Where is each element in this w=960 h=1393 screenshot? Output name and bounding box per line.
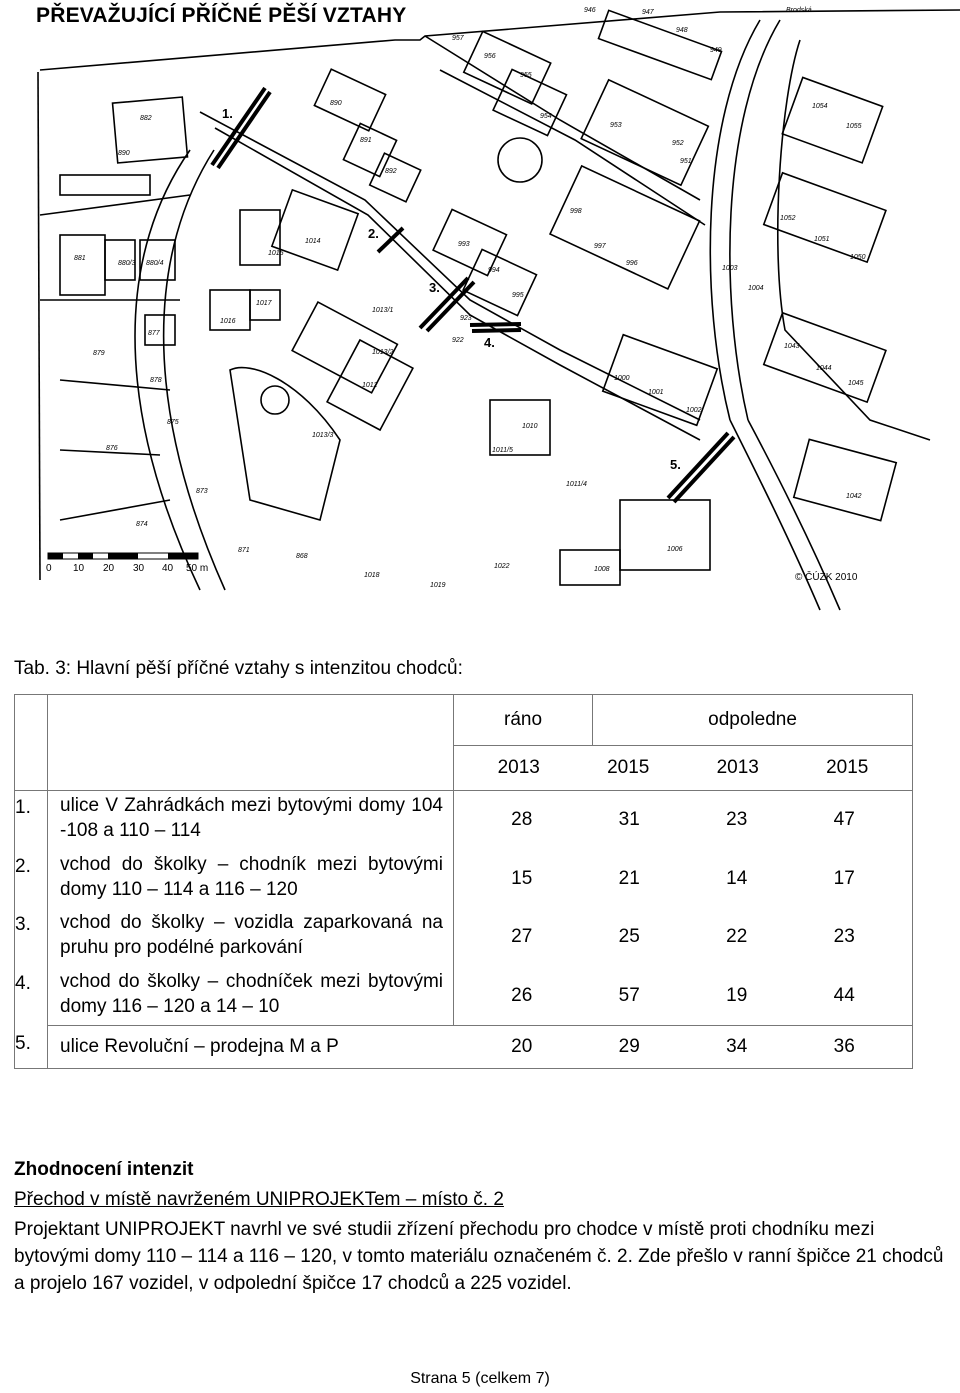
svg-text:922: 922 — [452, 337, 464, 344]
svg-text:957: 957 — [452, 35, 464, 42]
value-cell: 31 — [618, 809, 640, 831]
svg-text:1001: 1001 — [648, 389, 664, 396]
section-heading: Zhodnocení intenzit — [14, 1159, 194, 1180]
page-footer: Strana 5 (celkem 7) — [410, 1370, 550, 1387]
row-number: 3. — [15, 914, 31, 935]
intensity-table — [14, 694, 913, 1069]
value-cell: 47 — [833, 809, 855, 831]
table-row-label: ulice Revoluční – prodejna M a P — [60, 1036, 339, 1057]
svg-text:874: 874 — [136, 521, 148, 528]
svg-text:995: 995 — [512, 292, 524, 299]
svg-text:996: 996 — [626, 260, 638, 267]
svg-text:1002: 1002 — [686, 407, 702, 414]
year-header: 2015 — [607, 757, 650, 778]
table-row-label: ulice V Zahrádkách mezi bytovými domy 104 -108 a 110 – 114 — [60, 795, 443, 841]
table-row-values — [454, 791, 912, 850]
svg-text:890: 890 — [118, 150, 130, 157]
svg-text:1010: 1010 — [522, 423, 538, 430]
value-cell: 21 — [618, 867, 640, 889]
svg-text:1017: 1017 — [256, 300, 272, 307]
svg-text:1015: 1015 — [268, 250, 284, 257]
period-afternoon: odpoledne — [593, 695, 913, 746]
value-cell: 23 — [726, 809, 748, 831]
svg-text:875: 875 — [167, 419, 179, 426]
svg-text:956: 956 — [484, 53, 496, 60]
svg-text:1055: 1055 — [846, 123, 862, 130]
crossing-label-4: 4. — [484, 335, 495, 350]
svg-text:1012: 1012 — [362, 382, 378, 389]
svg-text:1000: 1000 — [614, 375, 630, 382]
value-cell: 15 — [511, 867, 533, 889]
crossing-label-3: 3. — [429, 280, 440, 295]
svg-text:20: 20 — [103, 563, 115, 574]
svg-text:1008: 1008 — [594, 566, 610, 573]
table-row-values — [454, 908, 912, 967]
table-row-values — [454, 850, 912, 909]
value-cell: 44 — [833, 984, 855, 1006]
map-copyright: © ČÚZK 2010 — [795, 572, 858, 583]
svg-text:1004: 1004 — [748, 285, 764, 292]
scale-bar — [46, 553, 208, 574]
value-cell: 23 — [833, 926, 855, 948]
value-cell: 20 — [511, 1036, 533, 1057]
period-morning: ráno — [454, 695, 593, 746]
year-header: 2015 — [826, 757, 869, 778]
svg-text:954: 954 — [540, 113, 552, 120]
value-cell: 22 — [726, 926, 748, 948]
svg-text:879: 879 — [93, 350, 105, 357]
svg-text:891: 891 — [360, 137, 372, 144]
svg-text:997: 997 — [594, 243, 606, 250]
svg-text:1003: 1003 — [722, 265, 738, 272]
svg-text:1013/1: 1013/1 — [372, 307, 394, 314]
svg-text:0: 0 — [46, 563, 52, 574]
svg-text:50 m: 50 m — [186, 563, 209, 574]
svg-text:10: 10 — [73, 563, 85, 574]
svg-text:955: 955 — [520, 72, 532, 79]
table-row-label: vchod do školky – chodníček mezi bytovými domy 116 – 120 a 14 – 10 — [60, 970, 443, 1017]
body-paragraph: Projektant UNIPROJEKT navrhl ve své studii zřízení přechodu pro chodce v místě proti chodníku mezi bytovými domy 110 – 114 a 116 – 120, v tomto materiálu označeném č. 2. Zde přešlo v ranní špičce 21 chodců a projelo 167 vozidel, v odpolední špičce 17 chodců a 225 vozidel. — [14, 1219, 944, 1294]
svg-text:1019: 1019 — [430, 582, 446, 589]
svg-text:880/4: 880/4 — [146, 260, 164, 267]
value-cell: 17 — [833, 867, 855, 889]
crossing-label-1: 1. — [222, 106, 233, 121]
svg-text:871: 871 — [238, 547, 250, 554]
value-cell: 29 — [618, 1036, 640, 1057]
row-number: 2. — [15, 855, 31, 877]
svg-text:947: 947 — [642, 9, 654, 16]
subheading: Přechod v místě navrženém UNIPROJEKTem – místo č. 2 — [14, 1189, 504, 1210]
crossing-label-2: 2. — [368, 226, 379, 241]
value-cell: 14 — [726, 867, 748, 889]
svg-text:994: 994 — [488, 267, 500, 274]
svg-text:1043: 1043 — [784, 343, 800, 350]
svg-text:1042: 1042 — [846, 493, 862, 500]
svg-text:868: 868 — [296, 553, 308, 560]
svg-text:923: 923 — [460, 315, 472, 322]
svg-text:880/3: 880/3 — [118, 260, 136, 267]
svg-text:998: 998 — [570, 208, 582, 215]
svg-text:1052: 1052 — [780, 215, 796, 222]
svg-text:1013/3: 1013/3 — [312, 432, 334, 439]
svg-text:881: 881 — [74, 255, 86, 262]
value-cell: 34 — [726, 1036, 748, 1057]
table-row-values — [454, 967, 912, 1026]
svg-text:1013/2: 1013/2 — [372, 349, 394, 356]
svg-text:1054: 1054 — [812, 103, 828, 110]
svg-text:1011/4: 1011/4 — [566, 481, 587, 488]
svg-text:1018: 1018 — [364, 572, 380, 579]
svg-text:873: 873 — [196, 488, 208, 495]
svg-text:1051: 1051 — [814, 236, 830, 243]
map-title: PŘEVAŽUJÍCÍ PŘÍČNÉ PĚŠÍ VZTAHY — [36, 4, 407, 27]
row-number: 5. — [15, 1033, 31, 1054]
svg-text:946: 946 — [584, 7, 596, 14]
svg-text:877: 877 — [148, 330, 160, 337]
value-cell: 27 — [511, 926, 533, 948]
svg-text:30: 30 — [133, 563, 145, 574]
svg-text:1016: 1016 — [220, 318, 236, 325]
year-header: 2013 — [497, 757, 540, 778]
row-number: 4. — [15, 972, 31, 994]
value-cell: 57 — [618, 984, 640, 1006]
table-row-label: vchod do školky – chodník mezi bytovými domy 110 – 114 a 116 – 120 — [60, 853, 443, 900]
value-cell: 25 — [618, 926, 640, 948]
svg-text:876: 876 — [106, 445, 118, 452]
svg-text:878: 878 — [150, 377, 162, 384]
svg-text:1011/5: 1011/5 — [492, 447, 513, 454]
value-cell: 19 — [726, 984, 748, 1006]
value-cell: 28 — [511, 809, 533, 831]
svg-text:890: 890 — [330, 100, 342, 107]
svg-text:40: 40 — [162, 563, 174, 574]
svg-text:1045: 1045 — [848, 380, 864, 387]
svg-text:1022: 1022 — [494, 563, 510, 570]
svg-text:952: 952 — [672, 140, 684, 147]
svg-text:949: 949 — [710, 47, 722, 54]
svg-text:993: 993 — [458, 241, 470, 248]
table-caption: Tab. 3: Hlavní pěší příčné vztahy s intenzitou chodců: — [14, 658, 463, 679]
value-cell: 26 — [511, 984, 533, 1006]
value-cell: 36 — [833, 1036, 855, 1057]
row-number: 1. — [15, 797, 31, 818]
svg-text:1006: 1006 — [667, 546, 683, 553]
svg-text:882: 882 — [140, 115, 152, 122]
svg-text:1050: 1050 — [850, 254, 866, 261]
svg-text:892: 892 — [385, 168, 397, 175]
svg-text:953: 953 — [610, 122, 622, 129]
svg-text:948: 948 — [676, 27, 688, 34]
table-row-label: vchod do školky – vozidla zaparkovaná na pruhu pro podélné parkování — [60, 912, 443, 958]
crossing-label-5: 5. — [670, 457, 681, 472]
svg-text:1014: 1014 — [305, 238, 321, 245]
year-header: 2013 — [716, 757, 759, 778]
svg-text:951: 951 — [680, 158, 692, 165]
cadastral-map — [0, 0, 960, 615]
svg-text:Brodská: Brodská — [786, 7, 812, 14]
svg-text:1044: 1044 — [816, 365, 832, 372]
